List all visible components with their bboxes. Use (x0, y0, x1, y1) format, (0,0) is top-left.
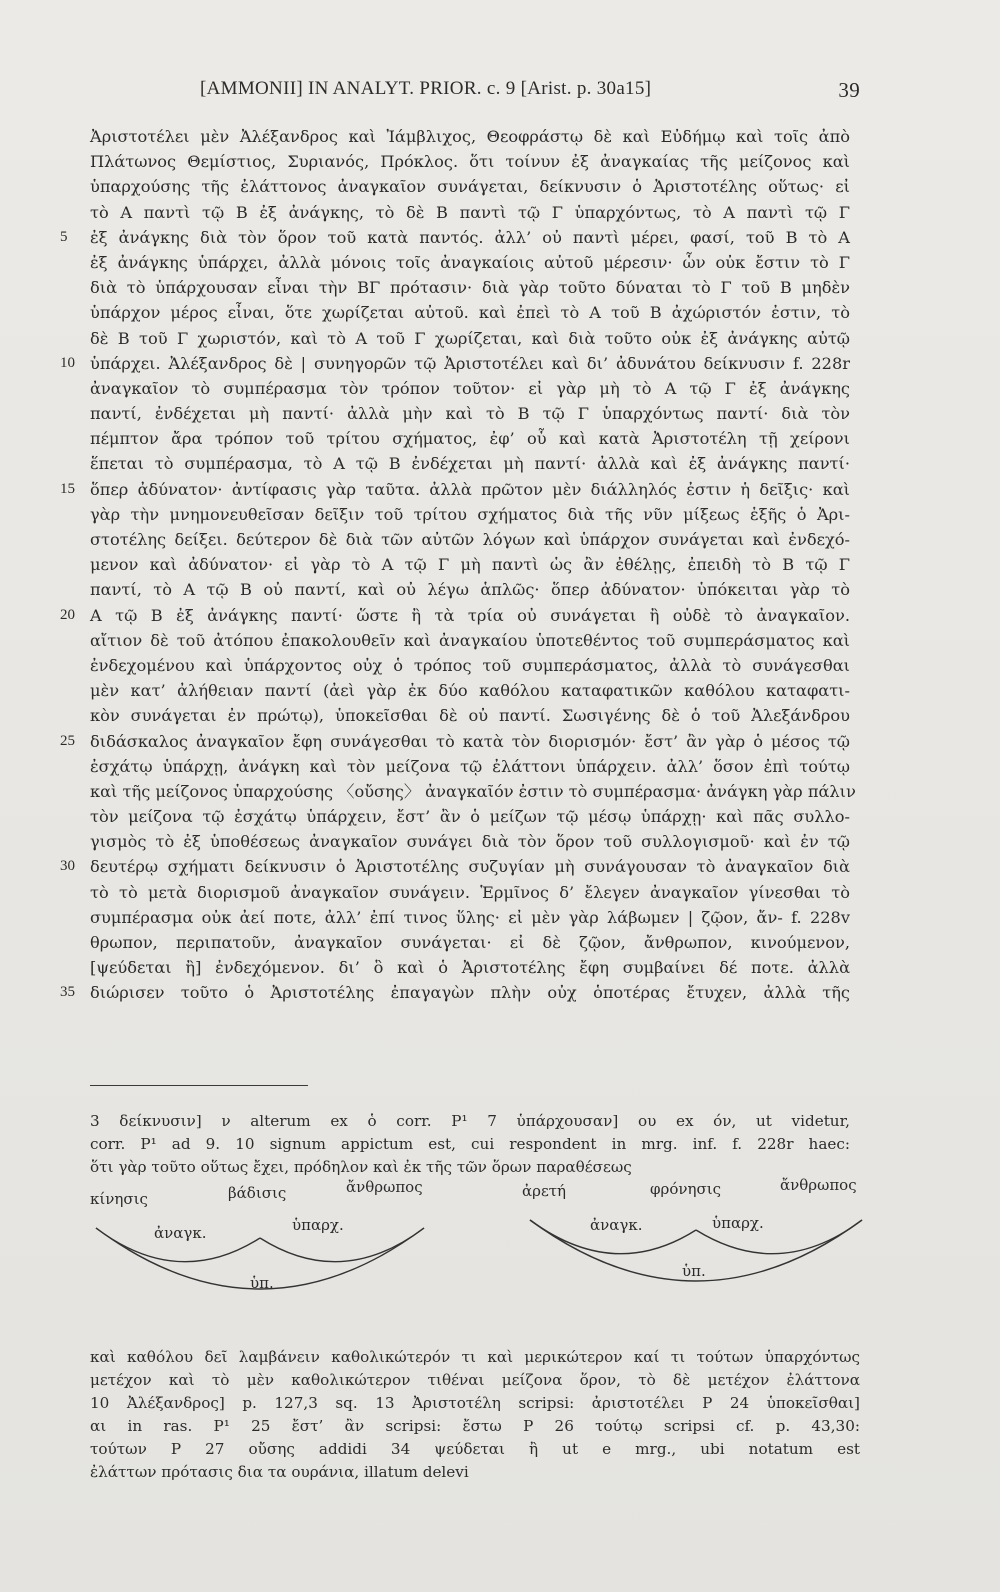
line-text: συμπέρασμα οὐκ ἀεί ποτε, ἀλλ’ ἐπί τινος ὕλης· εἰ μὲν γὰρ λάβωμεν | ζῷον, ἄν- f. 228v (90, 907, 850, 927)
note-line: corr. P¹ ad 9. 10 signum appictum est, cui respondent in mrg. inf. f. 228r haec: (90, 1135, 850, 1153)
line-text: [ψεύδεται ἢ] ἐνδεχόμενον. δι’ ὃ καὶ ὁ Ἀριστοτέλης ἔφη συμβαίνει δέ ποτε. ἀλλὰ (90, 958, 850, 978)
line-text: διὰ τὸ ὑπάρχουσαν εἶναι τὴν ΒΓ πρότασιν· διὰ γὰρ τοῦτο δύναται τὸ Γ τοῦ Β μηδὲν (90, 278, 850, 298)
text-line (90, 502, 850, 527)
text-line (90, 200, 850, 225)
right-term-middle: φρόνησις (650, 1180, 721, 1198)
line-text: ὑπάρχει. Ἀλέξανδρος δὲ | συνηγορῶν τῷ Ἀριστοτέλει καὶ δι’ ἀδυνάτου δείκνυσιν f. 228r (90, 353, 850, 373)
note-line: 10 Ἀλέξανδρος] p. 127,3 sq. 13 Ἀριστοτέλη scripsi: ἀριστοτέλει P 24 ὑποκεῖσθαι] (90, 1394, 860, 1412)
right-label-conclusion: ὑπ. (682, 1262, 706, 1280)
line-text: ὑπάρχον μέρος εἶναι, ὅτε χωρίζεται αὐτοῦ. καὶ ἐπεὶ τὸ Α τοῦ Β ἀχώριστόν ἐστιν, τὸ (90, 303, 850, 323)
text-line (90, 250, 850, 275)
text-line (90, 653, 850, 678)
left-label-existent: ὑπαρχ. (292, 1216, 344, 1234)
text-line (60, 729, 850, 754)
text-line (90, 628, 850, 653)
note-line: καὶ καθόλου δεῖ λαμβάνειν καθολικώτερόν τι καὶ μερικώτερον καί τι τούτων ὑπαρχόντως (90, 1348, 860, 1366)
text-line (90, 779, 856, 804)
line-text: κὸν συνάγεται ἐν πρώτῳ), ὑποκεῖσθαι δὲ οὐ παντί. Σωσιγένης δὲ ὁ τοῦ Ἀλεξάνδρου (90, 706, 850, 726)
right-term-minor: ἄνθρωπος (780, 1176, 857, 1194)
line-text: Πλάτωνος Θεμίστιος, Συριανός, Πρόκλος. ὅτι τοίνυν ἐξ ἀναγκαίας τῆς μείζονος καὶ (90, 152, 850, 172)
text-line (90, 754, 850, 779)
right-label-necessary: ἀναγκ. (590, 1216, 643, 1234)
left-term-middle: βάδισις (228, 1184, 287, 1202)
text-line (90, 527, 850, 552)
text-line (90, 275, 850, 300)
text-line (90, 174, 850, 199)
line-text: διώρισεν τοῦτο ὁ Ἀριστοτέλης ἐπαγαγὼν πλὴν οὐχ ὁποτέρας ἔτυχεν, ἀλλὰ τῆς (90, 983, 850, 1003)
text-line (90, 804, 850, 829)
line-text: μὲν κατ’ ἀλήθειαν παντί (ἀεὶ γὰρ ἐκ δύο καθόλου καταφατικῶν καθόλου καταφατι- (90, 681, 850, 701)
line-text: ἀναγκαῖον τὸ συμπέρασμα τὸν τρόπον τοῦτον· εἰ γὰρ μὴ τὸ Α τῷ Γ ἐξ ἀνάγκης (90, 378, 850, 398)
line-text: ἐξ ἀνάγκης διὰ τὸν ὅρον τοῦ κατὰ παντός. ἀλλ’ οὐ παντὶ μέρει, φασί, τοῦ Β τὸ Α (90, 227, 850, 247)
line-text: αἴτιον δὲ τοῦ ἀτόπου ἐπακολουθεῖν καὶ ἀναγκαίου ὑποτεθέντος τοῦ συμπεράσματος καὶ (90, 630, 850, 650)
line-number: 5 (60, 228, 68, 245)
text-line (90, 880, 850, 905)
line-number: 25 (60, 732, 75, 749)
line-text: μενον καὶ ἀδύνατον· εἰ γὰρ τὸ Α τῷ Γ μὴ παντὶ ὡς ἂν ἐθέλῃς, ἐπειδὴ τὸ Β τῷ Γ (90, 555, 850, 575)
text-line (90, 426, 850, 451)
main-text (60, 124, 856, 1006)
line-text: γισμὸς τὸ ἐξ ὑποθέσεως ἀναγκαῖον συνάγει διὰ τὸν ὅρον τοῦ συλλογισμοῦ· καὶ ἐν τῷ (90, 832, 850, 852)
text-line (60, 477, 850, 502)
line-text: Ἀριστοτέλει μὲν Ἀλέξανδρος καὶ Ἰάμβλιχος, Θεοφράστῳ δὲ καὶ Εὐδήμῳ καὶ τοῖς ἀπὸ (90, 127, 850, 146)
line-text: πέμπτον ἄρα τρόπον τοῦ τρίτου σχήματος, ἐφ’ οὗ καὶ κατὰ Ἀριστοτέλη τῇ χείρονι (90, 429, 850, 449)
text-line (90, 300, 850, 325)
note-line: μετέχον καὶ τὸ μὲν καθολικώτερον τιθέναι μείζονα ὅρον, τὸ δὲ μετέχον ἐλάττονα (90, 1371, 860, 1389)
line-text: παντί, ἐνδέχεται μὴ παντί· ἀλλὰ μὴν καὶ τὸ Β τῷ Γ ὑπαρχόντως παντί· διὰ τὸν (90, 404, 850, 424)
line-text: ὑπαρχούσης τῆς ἐλάττονος ἀναγκαῖον συνάγεται, δείκνυσιν ὁ Ἀριστοτέλης οὕτως· εἰ (90, 177, 850, 197)
text-line (60, 225, 850, 250)
text-line (90, 326, 850, 351)
text-line (60, 980, 850, 1005)
left-label-necessary: ἀναγκ. (154, 1224, 207, 1242)
note-line: τούτων P 27 οὔσης addidi 34 ψεύδεται ἢ ut e mrg., ubi notatum est (90, 1440, 860, 1458)
running-header (200, 78, 860, 108)
page-number: 39 (838, 78, 860, 102)
line-number: 10 (60, 354, 75, 371)
left-label-conclusion: ὑπ. (250, 1274, 274, 1292)
line-text: ἕπεται τὸ συμπέρασμα, τὸ Α τῷ Β ἐνδέχεται μὴ παντί· ἀλλὰ καὶ ἐξ ἀνάγκης παντί· (90, 454, 850, 474)
footnote-rule (90, 1085, 308, 1086)
text-line (90, 376, 850, 401)
right-label-existent: ὑπαρχ. (712, 1214, 764, 1232)
text-line (90, 401, 850, 426)
right-term-major: ἀρετή (522, 1182, 567, 1200)
line-text: γὰρ τὴν μνημονευθεῖσαν δεῖξιν τοῦ τρίτου σχήματος διὰ τῆς νῦν μίξεως ἑξῆς ὁ Ἀρι- (90, 504, 850, 524)
line-text: τὸ Α παντὶ τῷ Β ἐξ ἀνάγκης, τὸ δὲ Β παντὶ τῷ Γ ὑπαρχόντως, τὸ Α παντὶ τῷ Γ (90, 202, 850, 222)
line-text: τὸ τὸ μετὰ διορισμοῦ ἀναγκαῖον συνάγειν. Ἑρμῖνος δ’ ἔλεγεν ἀναγκαῖον γίνεσθαι τὸ (90, 882, 850, 902)
line-number: 15 (60, 480, 75, 497)
note-line: 3 δείκνυσιν] ν alterum ex ὁ corr. P¹ 7 ὑπάρχουσαν] ου ex όν, ut videtur, (90, 1112, 850, 1130)
line-text: παντί, τὸ Α τῷ Β οὐ παντί, καὶ οὐ λέγω ἁπλῶς· ὅπερ ἀδύνατον· ὑπόκειται γὰρ τὸ (90, 580, 850, 600)
diagram-arcs (90, 1190, 870, 1330)
running-title: [AMMONII] IN ANALYT. PRIOR. c. 9 [Arist. p. 30a15] (200, 78, 652, 99)
line-text: Α τῷ Β ἐξ ἀνάγκης παντί· ὥστε ἢ τὰ τρία οὐ συνάγεται ἢ οὐδὲ τὸ ἀναγκαῖον. (90, 605, 850, 625)
left-term-major: κίνησις (90, 1190, 148, 1208)
text-line (90, 955, 850, 980)
terms-diagram (90, 1176, 870, 1330)
line-text: ἐσχάτῳ ὑπάρχῃ, ἀνάγκη καὶ τὸν μείζονα τῷ ἐλάττονι ὑπάρχειν. ἀλλ’ ὅσον ἐπὶ τούτῳ (90, 756, 850, 776)
left-term-minor: ἄνθρωπος (346, 1178, 423, 1196)
line-text: δὲ Β τοῦ Γ χωριστόν, καὶ τὸ Α τοῦ Γ χωρίζεται, καὶ διὰ τοῦτο οὐκ ἐξ ἀνάγκης αὐτῷ (90, 328, 850, 348)
line-text: τὸν μείζονα τῷ ἐσχάτῳ ὑπάρχειν, ἔστ’ ἂν ὁ μείζων τῷ μέσῳ ὑπάρχῃ· καὶ πᾶς συλλο- (90, 807, 850, 827)
line-text: ἐνδεχομένου καὶ ὑπάρχοντος οὐχ ὁ τρόπος τοῦ συμπεράσματος, ἀλλὰ τὸ συνάγεσθαι (90, 655, 850, 675)
line-text: δευτέρῳ σχήματι δείκνυσιν ὁ Ἀριστοτέλης συζυγίαν μὴ συνάγουσαν τὸ ἀναγκαῖον διὰ (90, 857, 850, 877)
text-line (90, 451, 850, 476)
line-text: διδάσκαλος ἀναγκαῖον ἔφη συνάγεσθαι τὸ κατὰ τὸν διορισμόν· ἔστ’ ἂν γὰρ ὁ μέσος τῷ (90, 731, 850, 751)
line-text: ἐξ ἀνάγκης ὑπάρχει, ἀλλὰ μόνοις τοῖς ἀναγκαίοις αὐτοῦ μέρεσιν· ὧν οὐκ ἔστιν τὸ Γ (90, 252, 850, 272)
text-line (90, 905, 850, 930)
text-line (60, 603, 850, 628)
line-number: 20 (60, 606, 75, 623)
note-line: ἐλάττων πρότασις δια τα ουράνια, illatum delevi (90, 1463, 469, 1481)
text-line (90, 678, 850, 703)
text-line (60, 854, 850, 879)
text-line (90, 829, 850, 854)
line-number: 35 (60, 984, 75, 1001)
apparatus-top (90, 1110, 850, 1179)
note-line: ὅτι γὰρ τοῦτο οὕτως ἔχει, πρόδηλον καὶ ἐκ τῆς τῶν ὅρων παραθέσεως (90, 1158, 632, 1176)
text-line (60, 351, 850, 376)
line-text: καὶ τῆς μείζονος ὑπαρχούσης 〈οὔσης〉 ἀναγκαῖόν ἐστιν τὸ συμπέρασμα· ἀνάγκη γὰρ πάλιν (90, 781, 856, 801)
apparatus-bottom (90, 1346, 860, 1484)
text-line (90, 930, 850, 955)
line-number: 30 (60, 858, 75, 875)
note-line: αι in ras. P¹ 25 ἔστ’ ἂν scripsi: ἔστω P 26 τούτῳ scripsi cf. p. 43,30: (90, 1417, 860, 1435)
text-line (90, 552, 850, 577)
text-line (90, 124, 850, 149)
text-line (90, 703, 850, 728)
line-text: θρωπον, περιπατοῦν, ἀναγκαῖον συνάγεται· εἰ δὲ ζῷον, ἄνθρωπον, κινούμενον, (90, 933, 850, 952)
text-line (90, 577, 850, 602)
text-line (90, 149, 850, 174)
line-text: ὅπερ ἀδύνατον· ἀντίφασις γὰρ ταῦτα. ἀλλὰ πρῶτον μὲν διάλληλός ἐστιν ἡ δεῖξις· καὶ (90, 479, 850, 499)
line-text: στοτέλης δείξει. δεύτερον δὲ διὰ τῶν αὐτῶν λόγων καὶ ὑπάρχον συνάγεται καὶ ἐνδεχό- (90, 530, 850, 549)
